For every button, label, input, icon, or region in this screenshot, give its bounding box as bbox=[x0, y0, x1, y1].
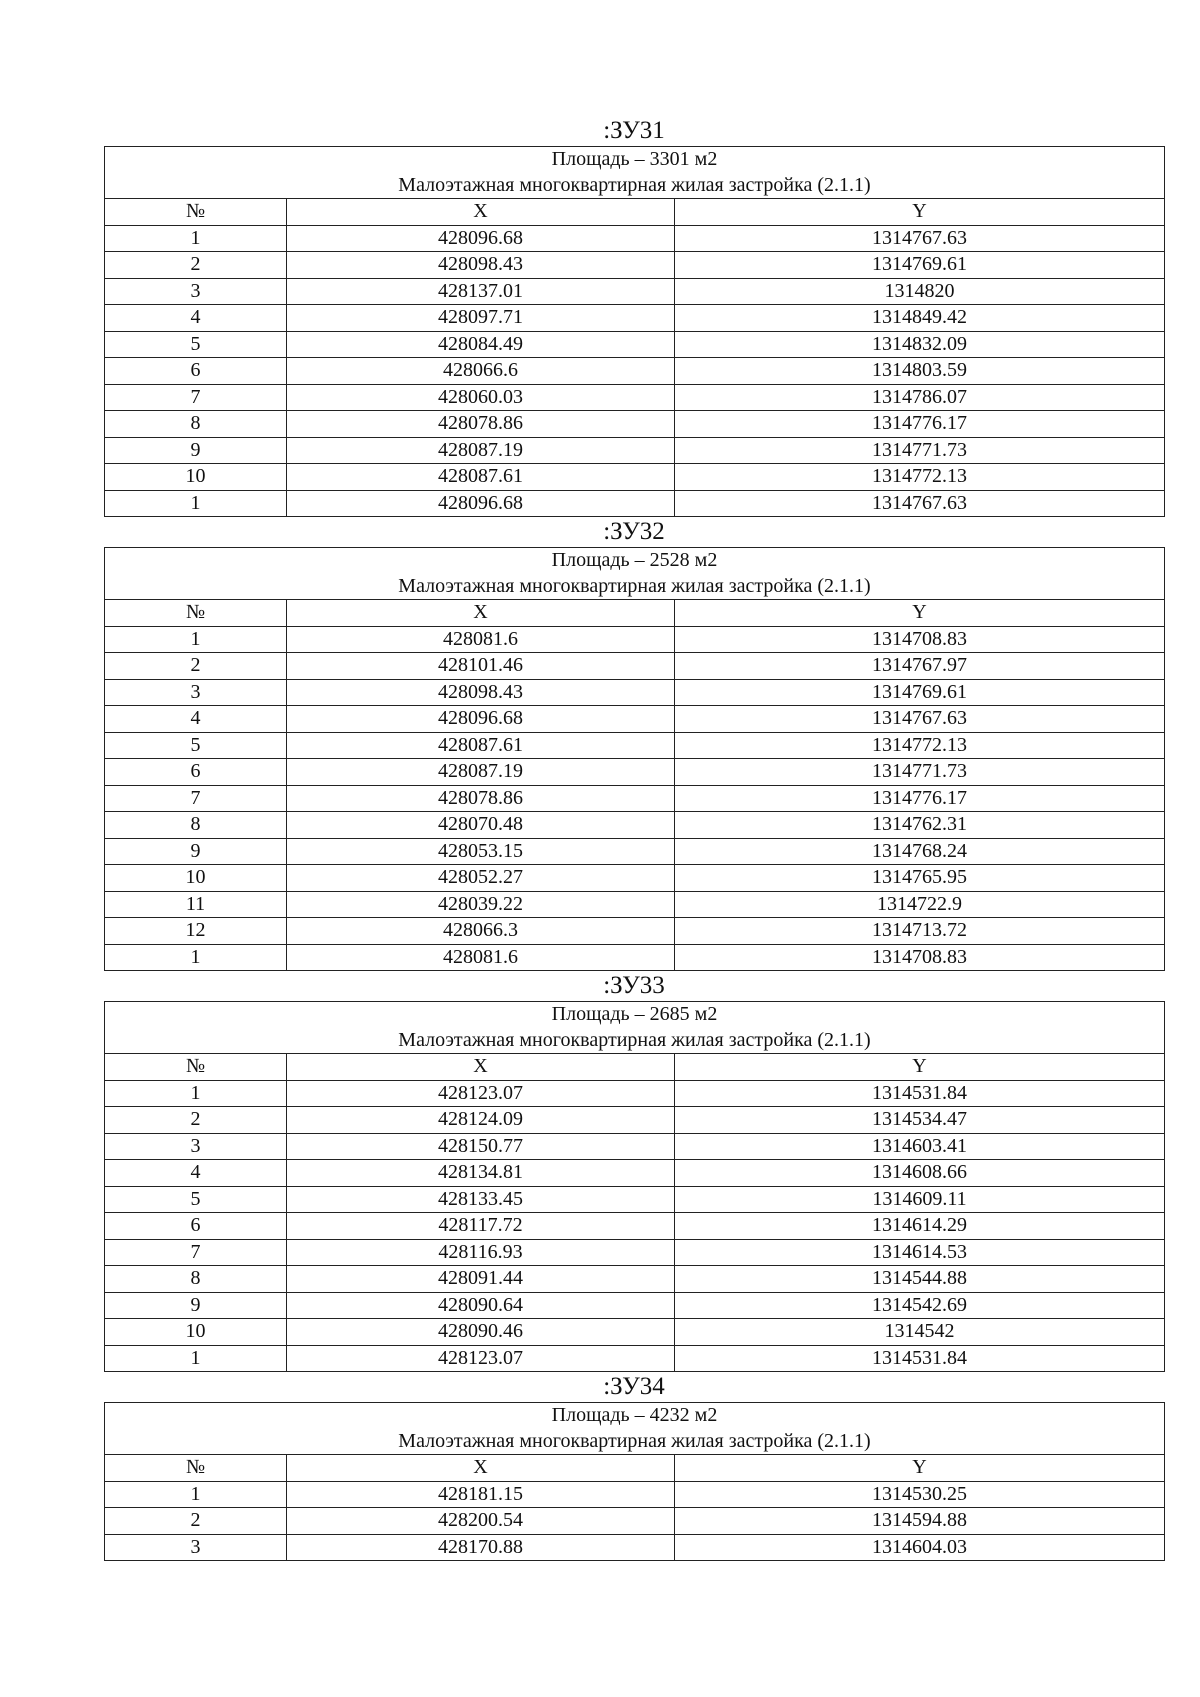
x-coordinate-cell: 428087.19 bbox=[287, 437, 675, 464]
table-row bbox=[105, 1266, 1165, 1293]
y-coordinate-cell: 1314534.47 bbox=[675, 1107, 1165, 1134]
point-number-cell: 3 bbox=[105, 1133, 287, 1160]
table-row bbox=[105, 411, 1165, 438]
y-coordinate-cell: 1314849.42 bbox=[675, 305, 1165, 332]
point-number-cell: 4 bbox=[105, 1160, 287, 1187]
y-coordinate-cell: 1314614.53 bbox=[675, 1239, 1165, 1266]
table-row bbox=[105, 653, 1165, 680]
point-number-cell: 1 bbox=[105, 1080, 287, 1107]
x-coordinate-cell: 428096.68 bbox=[287, 490, 675, 517]
table-row bbox=[105, 918, 1165, 945]
y-coordinate-cell: 1314776.17 bbox=[675, 785, 1165, 812]
point-number-cell: 7 bbox=[105, 785, 287, 812]
column-header-y: Y bbox=[675, 199, 1165, 226]
parcel-info-cell bbox=[105, 1002, 1165, 1054]
table-row bbox=[105, 1186, 1165, 1213]
coordinates-table bbox=[104, 146, 1165, 517]
point-number-cell: 3 bbox=[105, 278, 287, 305]
x-coordinate-cell: 428060.03 bbox=[287, 384, 675, 411]
point-number-cell: 3 bbox=[105, 679, 287, 706]
point-number-cell: 2 bbox=[105, 653, 287, 680]
x-coordinate-cell: 428078.86 bbox=[287, 411, 675, 438]
parcel-usage: Малоэтажная многоквартирная жилая застройка (2.1.1) bbox=[398, 173, 871, 196]
table-row bbox=[105, 706, 1165, 733]
table-header-row bbox=[105, 600, 1165, 627]
point-number-cell: 12 bbox=[105, 918, 287, 945]
y-coordinate-cell: 1314608.66 bbox=[675, 1160, 1165, 1187]
y-coordinate-cell: 1314772.13 bbox=[675, 464, 1165, 491]
y-coordinate-cell: 1314530.25 bbox=[675, 1481, 1165, 1508]
column-header-number: № bbox=[105, 1054, 287, 1081]
point-number-cell: 3 bbox=[105, 1534, 287, 1561]
column-header-number: № bbox=[105, 600, 287, 627]
table-row bbox=[105, 626, 1165, 653]
table-header-row bbox=[105, 1455, 1165, 1482]
point-number-cell: 1 bbox=[105, 490, 287, 517]
y-coordinate-cell: 1314832.09 bbox=[675, 331, 1165, 358]
x-coordinate-cell: 428096.68 bbox=[287, 706, 675, 733]
y-coordinate-cell: 1314767.97 bbox=[675, 653, 1165, 680]
column-header-y: Y bbox=[675, 1455, 1165, 1482]
column-header-x: X bbox=[287, 600, 675, 627]
x-coordinate-cell: 428137.01 bbox=[287, 278, 675, 305]
table-row bbox=[105, 944, 1165, 971]
point-number-cell: 6 bbox=[105, 759, 287, 786]
x-coordinate-cell: 428123.07 bbox=[287, 1080, 675, 1107]
y-coordinate-cell: 1314765.95 bbox=[675, 865, 1165, 892]
column-header-x: X bbox=[287, 1455, 675, 1482]
parcel-usage: Малоэтажная многоквартирная жилая застройка (2.1.1) bbox=[398, 574, 871, 597]
x-coordinate-cell: 428087.61 bbox=[287, 464, 675, 491]
point-number-cell: 1 bbox=[105, 1481, 287, 1508]
point-number-cell: 4 bbox=[105, 706, 287, 733]
point-number-cell: 2 bbox=[105, 1508, 287, 1535]
parcel-info-cell bbox=[105, 147, 1165, 199]
parcel-info-cell bbox=[105, 1403, 1165, 1455]
table-row bbox=[105, 437, 1165, 464]
point-number-cell: 9 bbox=[105, 437, 287, 464]
column-header-number: № bbox=[105, 199, 287, 226]
x-coordinate-cell: 428084.49 bbox=[287, 331, 675, 358]
y-coordinate-cell: 1314767.63 bbox=[675, 706, 1165, 733]
y-coordinate-cell: 1314803.59 bbox=[675, 358, 1165, 385]
point-number-cell: 9 bbox=[105, 838, 287, 865]
point-number-cell: 1 bbox=[105, 225, 287, 252]
table-row bbox=[105, 1239, 1165, 1266]
y-coordinate-cell: 1314708.83 bbox=[675, 944, 1165, 971]
point-number-cell: 10 bbox=[105, 464, 287, 491]
x-coordinate-cell: 428090.64 bbox=[287, 1292, 675, 1319]
y-coordinate-cell: 1314776.17 bbox=[675, 411, 1165, 438]
table-row bbox=[105, 1481, 1165, 1508]
x-coordinate-cell: 428078.86 bbox=[287, 785, 675, 812]
y-coordinate-cell: 1314762.31 bbox=[675, 812, 1165, 839]
parcel-info-row bbox=[105, 1002, 1165, 1054]
x-coordinate-cell: 428150.77 bbox=[287, 1133, 675, 1160]
x-coordinate-cell: 428066.6 bbox=[287, 358, 675, 385]
table-row bbox=[105, 1080, 1165, 1107]
x-coordinate-cell: 428117.72 bbox=[287, 1213, 675, 1240]
y-coordinate-cell: 1314772.13 bbox=[675, 732, 1165, 759]
parcel-area: Площадь – 4232 м2 bbox=[551, 1404, 718, 1426]
point-number-cell: 5 bbox=[105, 1186, 287, 1213]
parcel-info-row bbox=[105, 1403, 1165, 1455]
point-number-cell: 1 bbox=[105, 626, 287, 653]
x-coordinate-cell: 428123.07 bbox=[287, 1345, 675, 1372]
x-coordinate-cell: 428098.43 bbox=[287, 679, 675, 706]
x-coordinate-cell: 428087.61 bbox=[287, 732, 675, 759]
table-row bbox=[105, 278, 1165, 305]
x-coordinate-cell: 428200.54 bbox=[287, 1508, 675, 1535]
point-number-cell: 8 bbox=[105, 1266, 287, 1293]
table-row bbox=[105, 1345, 1165, 1372]
y-coordinate-cell: 1314767.63 bbox=[675, 225, 1165, 252]
column-header-y: Y bbox=[675, 1054, 1165, 1081]
column-header-x: X bbox=[287, 199, 675, 226]
point-number-cell: 6 bbox=[105, 358, 287, 385]
point-number-cell: 4 bbox=[105, 305, 287, 332]
column-header-number: № bbox=[105, 1455, 287, 1482]
y-coordinate-cell: 1314594.88 bbox=[675, 1508, 1165, 1535]
point-number-cell: 5 bbox=[105, 732, 287, 759]
table-row bbox=[105, 1292, 1165, 1319]
table-row bbox=[105, 1107, 1165, 1134]
point-number-cell: 7 bbox=[105, 1239, 287, 1266]
point-number-cell: 5 bbox=[105, 331, 287, 358]
y-coordinate-cell: 1314767.63 bbox=[675, 490, 1165, 517]
parcel-area: Площадь – 2528 м2 bbox=[551, 549, 718, 571]
point-number-cell: 9 bbox=[105, 1292, 287, 1319]
y-coordinate-cell: 1314771.73 bbox=[675, 759, 1165, 786]
table-row bbox=[105, 865, 1165, 892]
point-number-cell: 6 bbox=[105, 1213, 287, 1240]
table-row bbox=[105, 1534, 1165, 1561]
y-coordinate-cell: 1314769.61 bbox=[675, 252, 1165, 279]
y-coordinate-cell: 1314713.72 bbox=[675, 918, 1165, 945]
x-coordinate-cell: 428181.15 bbox=[287, 1481, 675, 1508]
table-row bbox=[105, 891, 1165, 918]
x-coordinate-cell: 428091.44 bbox=[287, 1266, 675, 1293]
parcel-info-cell bbox=[105, 548, 1165, 600]
coordinates-table bbox=[104, 1402, 1165, 1561]
column-header-x: X bbox=[287, 1054, 675, 1081]
y-coordinate-cell: 1314609.11 bbox=[675, 1186, 1165, 1213]
parcel-title: :ЗУ31 bbox=[603, 117, 665, 144]
x-coordinate-cell: 428081.6 bbox=[287, 944, 675, 971]
table-row bbox=[105, 1133, 1165, 1160]
x-coordinate-cell: 428097.71 bbox=[287, 305, 675, 332]
table-row bbox=[105, 732, 1165, 759]
parcel-area: Площадь – 2685 м2 bbox=[551, 1003, 718, 1025]
x-coordinate-cell: 428098.43 bbox=[287, 252, 675, 279]
y-coordinate-cell: 1314768.24 bbox=[675, 838, 1165, 865]
table-row bbox=[105, 679, 1165, 706]
y-coordinate-cell: 1314771.73 bbox=[675, 437, 1165, 464]
parcel-title: :ЗУ34 bbox=[603, 1373, 665, 1400]
table-row bbox=[105, 384, 1165, 411]
x-coordinate-cell: 428170.88 bbox=[287, 1534, 675, 1561]
parcel-usage: Малоэтажная многоквартирная жилая застройка (2.1.1) bbox=[398, 1429, 871, 1452]
document-body bbox=[104, 116, 1164, 1561]
table-row bbox=[105, 358, 1165, 385]
table-row bbox=[105, 305, 1165, 332]
y-coordinate-cell: 1314614.29 bbox=[675, 1213, 1165, 1240]
y-coordinate-cell: 1314820 bbox=[675, 278, 1165, 305]
parcel-info-row bbox=[105, 548, 1165, 600]
x-coordinate-cell: 428052.27 bbox=[287, 865, 675, 892]
y-coordinate-cell: 1314531.84 bbox=[675, 1345, 1165, 1372]
table-row bbox=[105, 1160, 1165, 1187]
coordinates-table bbox=[104, 547, 1165, 971]
column-header-y: Y bbox=[675, 600, 1165, 627]
point-number-cell: 2 bbox=[105, 1107, 287, 1134]
x-coordinate-cell: 428087.19 bbox=[287, 759, 675, 786]
point-number-cell: 1 bbox=[105, 1345, 287, 1372]
x-coordinate-cell: 428090.46 bbox=[287, 1319, 675, 1346]
point-number-cell: 8 bbox=[105, 812, 287, 839]
x-coordinate-cell: 428081.6 bbox=[287, 626, 675, 653]
x-coordinate-cell: 428133.45 bbox=[287, 1186, 675, 1213]
x-coordinate-cell: 428053.15 bbox=[287, 838, 675, 865]
x-coordinate-cell: 428066.3 bbox=[287, 918, 675, 945]
table-row bbox=[105, 225, 1165, 252]
table-row bbox=[105, 1508, 1165, 1535]
point-number-cell: 10 bbox=[105, 865, 287, 892]
y-coordinate-cell: 1314769.61 bbox=[675, 679, 1165, 706]
y-coordinate-cell: 1314722.9 bbox=[675, 891, 1165, 918]
table-row bbox=[105, 838, 1165, 865]
x-coordinate-cell: 428096.68 bbox=[287, 225, 675, 252]
y-coordinate-cell: 1314544.88 bbox=[675, 1266, 1165, 1293]
parcel-usage: Малоэтажная многоквартирная жилая застройка (2.1.1) bbox=[398, 1028, 871, 1051]
x-coordinate-cell: 428070.48 bbox=[287, 812, 675, 839]
x-coordinate-cell: 428116.93 bbox=[287, 1239, 675, 1266]
x-coordinate-cell: 428134.81 bbox=[287, 1160, 675, 1187]
coordinates-table bbox=[104, 1001, 1165, 1372]
point-number-cell: 10 bbox=[105, 1319, 287, 1346]
point-number-cell: 1 bbox=[105, 944, 287, 971]
y-coordinate-cell: 1314542.69 bbox=[675, 1292, 1165, 1319]
x-coordinate-cell: 428039.22 bbox=[287, 891, 675, 918]
parcel-area: Площадь – 3301 м2 bbox=[551, 148, 718, 170]
point-number-cell: 11 bbox=[105, 891, 287, 918]
y-coordinate-cell: 1314603.41 bbox=[675, 1133, 1165, 1160]
table-row bbox=[105, 1213, 1165, 1240]
table-row bbox=[105, 812, 1165, 839]
table-header-row bbox=[105, 1054, 1165, 1081]
y-coordinate-cell: 1314542 bbox=[675, 1319, 1165, 1346]
table-row bbox=[105, 490, 1165, 517]
point-number-cell: 7 bbox=[105, 384, 287, 411]
x-coordinate-cell: 428101.46 bbox=[287, 653, 675, 680]
table-row bbox=[105, 252, 1165, 279]
y-coordinate-cell: 1314786.07 bbox=[675, 384, 1165, 411]
x-coordinate-cell: 428124.09 bbox=[287, 1107, 675, 1134]
y-coordinate-cell: 1314708.83 bbox=[675, 626, 1165, 653]
table-row bbox=[105, 331, 1165, 358]
parcel-title: :ЗУ33 bbox=[603, 972, 665, 999]
table-row bbox=[105, 1319, 1165, 1346]
point-number-cell: 8 bbox=[105, 411, 287, 438]
table-row bbox=[105, 785, 1165, 812]
point-number-cell: 2 bbox=[105, 252, 287, 279]
y-coordinate-cell: 1314604.03 bbox=[675, 1534, 1165, 1561]
y-coordinate-cell: 1314531.84 bbox=[675, 1080, 1165, 1107]
parcel-info-row bbox=[105, 147, 1165, 199]
table-header-row bbox=[105, 199, 1165, 226]
parcel-title: :ЗУ32 bbox=[603, 518, 665, 545]
table-row bbox=[105, 464, 1165, 491]
table-row bbox=[105, 759, 1165, 786]
